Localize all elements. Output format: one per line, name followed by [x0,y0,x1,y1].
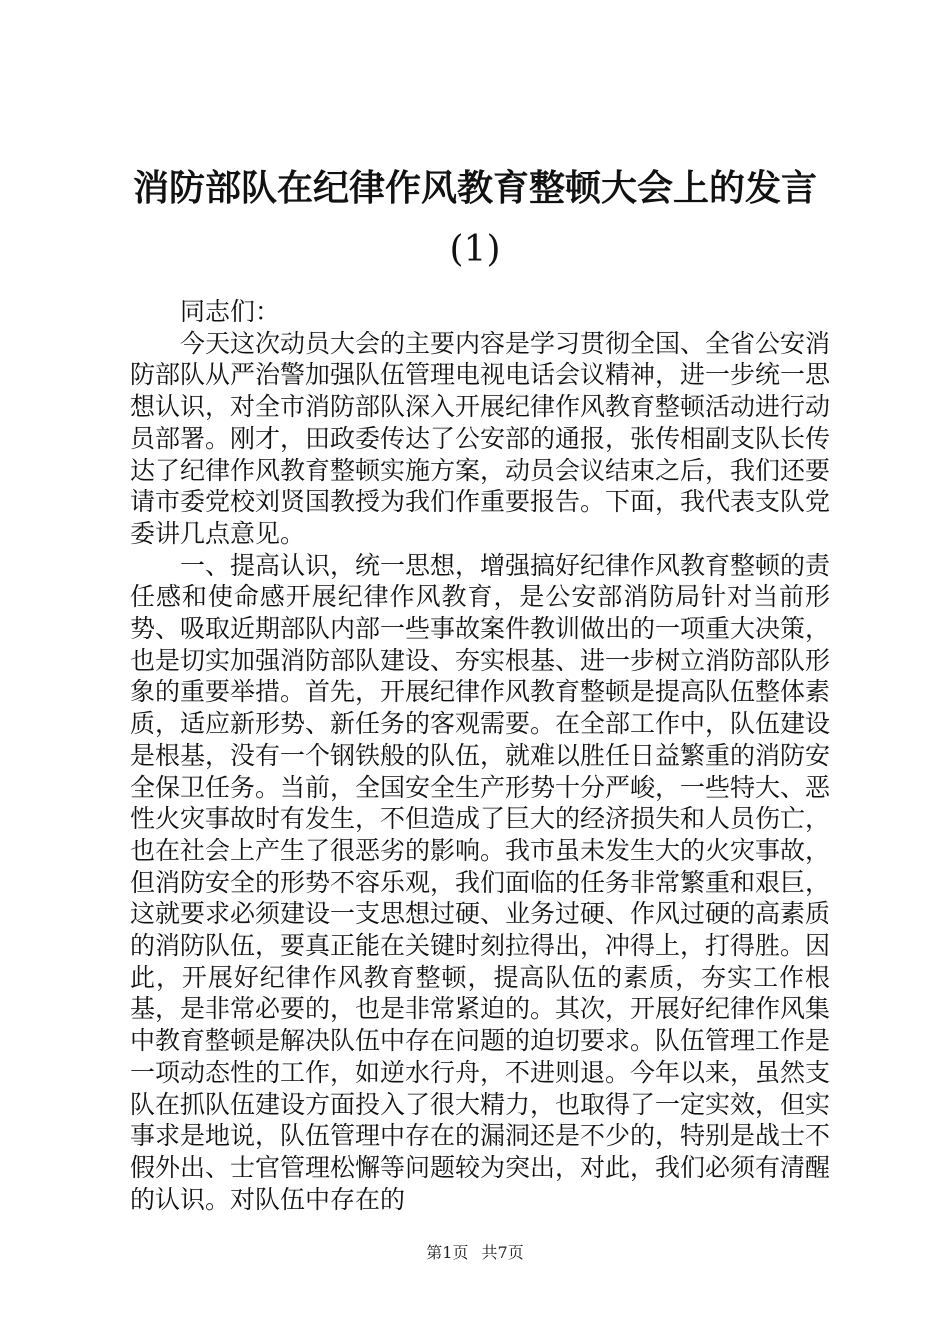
section-one-paragraph: 一、提高认识，统一思想，增强搞好纪律作风教育整顿的责任感和使命感开展纪律作风教育，是公安部消防局针对当前形势、吸取近期部队内部一些事故案件教训做出的一项重大决策，也是切实加强消防部队建设、夯实根基、进一步树立消防部队形象的重要举措。首先，开展纪律作风教育整顿是提高队伍整体素质，适应新形势、新任务的客观需要。在全部工作中，队伍建设是根基，没有一个钢铁般的队伍，就难以胜任日益繁重的消防安全保卫任务。当前，全国安全生产形势十分严峻，一些特大、恶性火灾事故时有发生，不但造成了巨大的经济损失和人员伤亡，也在社会上产生了很恶劣的影响。我市虽未发生大的火灾事故，但消防安全的形势不容乐观，我们面临的任务非常繁重和艰巨，这就要求必须建设一支思想过硬、业务过硬、作风过硬的高素质的消防队伍，要真正能在关键时刻拉得出，冲得上，打得胜。因此，开展好纪律作风教育整顿，提高队伍的素质，夯实工作根基，是非常必要的，也是非常紧迫的。其次，开展好纪律作风集中教育整顿是解决队伍中存在问题的迫切要求。队伍管理工作是一项动态性的工作，如逆水行舟，不进则退。今年以来，虽然支队在抓队伍建设方面投入了很大精力，也取得了一定实效，但实事求是地说，队伍管理中存在的漏洞还是不少的，特别是战士不假外出、士官管理松懈等问题较为突出，对此，我们必须有清醒的认识。对队伍中存在的 [130,550,831,1214]
page-total: 共7页 [481,1243,524,1262]
salutation-paragraph: 同志们： [180,297,281,326]
page-footer [0,1243,950,1263]
page-number: 第1页 [426,1243,469,1262]
intro-paragraph: 今天这次动员大会的主要内容是学习贯彻全国、全省公安消防部队从严治警加强队伍管理电视电话会议精神，进一步统一思想认识，对全市消防部队深入开展纪律作风教育整顿活动进行动员部署。刚才，田政委传达了公安部的通报，张传相副支队长传达了纪律作风教育整顿实施方案，动员会议结束之后，我们还要请市委党校刘贤国教授为我们作重要报告。下面，我代表支队党委讲几点意见。 [130,328,831,548]
document-body [130,296,830,1215]
document-title-continued: (1) [449,229,501,270]
document-title: 消防部队在纪律作风教育整顿大会上的发言 [132,167,817,209]
